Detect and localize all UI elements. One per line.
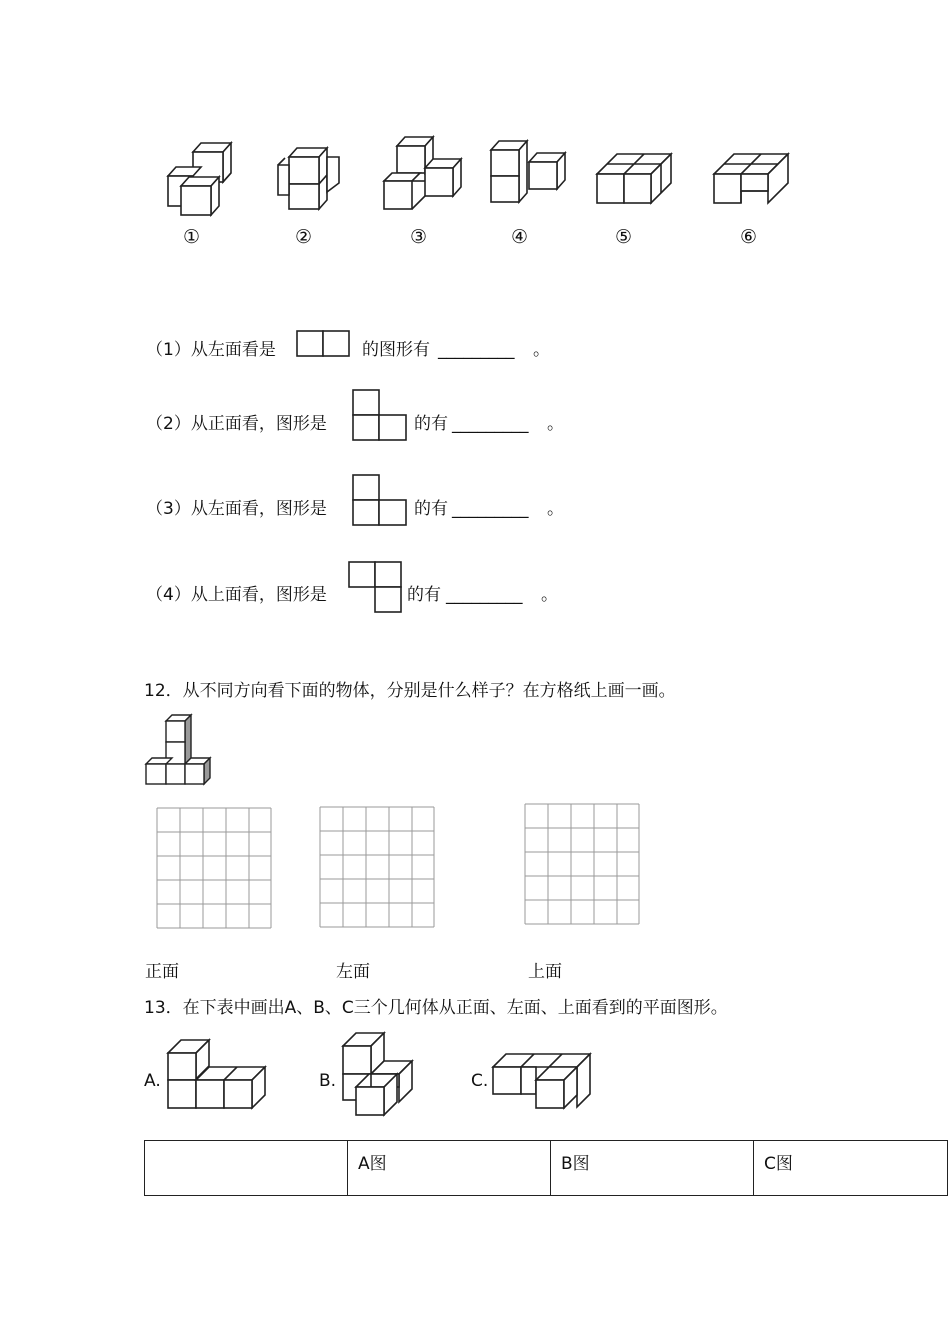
table-row (145, 1141, 948, 1196)
question-2-blank[interactable]: _________ (452, 414, 529, 434)
question-3-shape (351, 474, 409, 528)
label-left: 左面 (336, 962, 370, 982)
question-1-prefix: （1）从左面看是 (146, 340, 276, 360)
question-12-solid (143, 711, 219, 787)
question-4-prefix: （4）从上面看，图形是 (146, 585, 327, 605)
question-4-blank[interactable]: _________ (446, 585, 523, 605)
question-3-end: 。 (547, 499, 564, 519)
figure-a (165, 1037, 273, 1113)
question-12-title: 12．从不同方向看下面的物体，分别是什么样子？在方格纸上画一画。 (144, 681, 676, 701)
question-2-prefix: （2）从正面看，图形是 (146, 414, 327, 434)
figure-b-label: B. (319, 1071, 337, 1091)
grid-front[interactable] (156, 807, 274, 931)
figure-a-label: A. (144, 1071, 161, 1091)
question-1-suffix: 的图形有 (362, 340, 430, 360)
question-1-shape (296, 330, 352, 358)
figure-4 (488, 138, 573, 208)
question-2-suffix: 的有 (414, 414, 448, 434)
question-1-blank[interactable]: _________ (438, 340, 515, 360)
label-front: 正面 (145, 962, 179, 982)
question-2-end: 。 (547, 414, 564, 434)
answer-table (144, 1140, 948, 1196)
figure-5-label: ⑤ (615, 226, 633, 248)
figure-c (490, 1050, 598, 1114)
question-3-suffix: 的有 (414, 499, 448, 519)
question-4-shape (347, 561, 405, 615)
figure-6-label: ⑥ (740, 226, 758, 248)
figure-1 (165, 140, 235, 218)
grid-left[interactable] (319, 806, 437, 930)
question-4-suffix: 的有 (407, 585, 441, 605)
table-header-b: B图 (551, 1141, 754, 1196)
question-1-end: 。 (533, 340, 550, 360)
figure-6 (711, 150, 796, 208)
figure-2 (275, 145, 345, 213)
question-3-blank[interactable]: _________ (452, 499, 529, 519)
question-13-title: 13．在下表中画出A、B、C三个几何体从正面、左面、上面看到的平面图形。 (144, 998, 728, 1018)
table-header-blank (145, 1141, 348, 1196)
figure-1-label: ① (183, 226, 201, 248)
label-top: 上面 (528, 962, 562, 982)
figure-b (340, 1030, 420, 1120)
table-header-a: A图 (348, 1141, 551, 1196)
question-2-shape (351, 389, 409, 443)
figure-4-label: ④ (511, 226, 529, 248)
question-4-end: 。 (541, 585, 558, 605)
figure-5 (594, 150, 679, 208)
question-3-prefix: （3）从左面看，图形是 (146, 499, 327, 519)
table-header-c: C图 (754, 1141, 948, 1196)
grid-top[interactable] (524, 803, 642, 927)
figure-3-label: ③ (410, 226, 428, 248)
figure-c-label: C. (471, 1071, 489, 1091)
figure-3 (381, 134, 465, 214)
figure-2-label: ② (295, 226, 313, 248)
